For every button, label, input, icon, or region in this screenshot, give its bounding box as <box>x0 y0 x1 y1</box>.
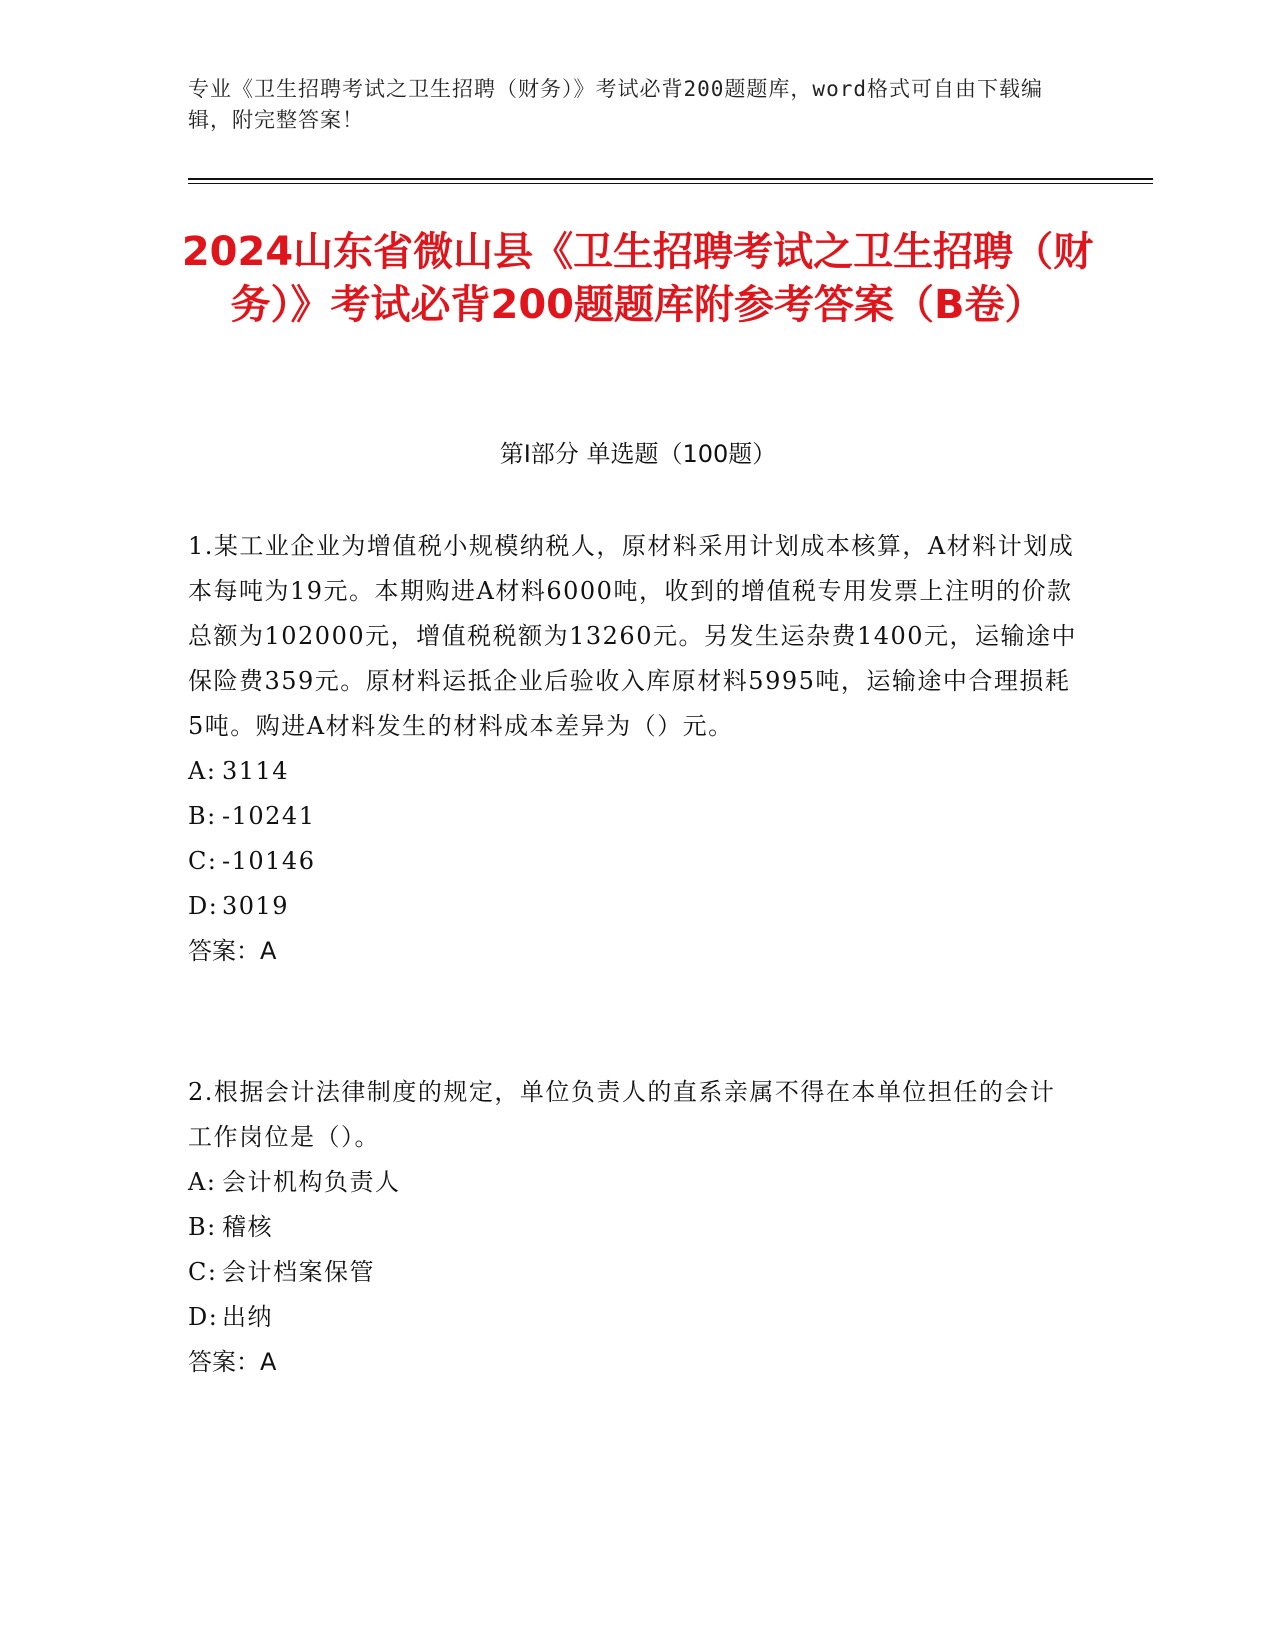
question-text: 1.某工业企业为增值税小规模纳税人，原材料采用计划成本核算，A材料计划成本每吨为19元。本期购进A材料6000吨，收到的增值税专用发票上注明的价款总额为102000元，增值税税额为13260元。另发生运杂费1400元，运输途中保险费359元。原材料运抵企业后验收入库原材料5995吨，运输途中合理损耗5吨。购进A材料发生的材料成本差异为（）元。 <box>188 532 1078 740</box>
header-divider-thick <box>188 178 1153 180</box>
option-d <box>188 884 1078 929</box>
option-text: 会计档案保管 <box>222 1258 375 1286</box>
option-text: 3114 <box>222 757 290 785</box>
option-c <box>188 839 1078 884</box>
option-text: -10146 <box>222 847 316 875</box>
option-letter: A: <box>188 757 217 785</box>
option-text: -10241 <box>222 802 316 830</box>
option-letter: D: <box>188 1303 219 1331</box>
document-title: 2024山东省微山县《卫生招聘考试之卫生招聘（财务）》考试必背200题题库附参考答案（B卷） <box>181 229 1094 328</box>
option-text: 出纳 <box>222 1303 273 1331</box>
question-text: 2.根据会计法律制度的规定，单位负责人的直系亲属不得在本单位担任的会计工作岗位是（）。 <box>188 1078 1056 1151</box>
option-text: 3019 <box>222 892 290 920</box>
answer: 答案：A <box>188 1348 277 1376</box>
question-2 <box>188 1070 1078 1385</box>
option-letter: C: <box>188 1258 218 1286</box>
option-letter: C: <box>188 847 218 875</box>
section-heading: 第I部分 单选题（100题） <box>499 440 777 468</box>
option-c <box>188 1250 1078 1295</box>
option-letter: B: <box>188 802 217 830</box>
option-b <box>188 1205 1078 1250</box>
option-d <box>188 1295 1078 1340</box>
option-text: 稽核 <box>222 1213 273 1241</box>
question-1 <box>188 524 1078 974</box>
option-letter: D: <box>188 892 219 920</box>
option-letter: A: <box>188 1168 217 1196</box>
option-letter: B: <box>188 1213 217 1241</box>
option-b <box>188 794 1078 839</box>
header-note: 专业《卫生招聘考试之卫生招聘（财务）》考试必背200题题库，word格式可自由下载编辑，附完整答案！ <box>188 77 1043 132</box>
option-a <box>188 749 1078 794</box>
option-a <box>188 1160 1078 1205</box>
answer: 答案：A <box>188 937 277 965</box>
header-divider-thin <box>188 183 1153 184</box>
option-text: 会计机构负责人 <box>222 1168 401 1196</box>
